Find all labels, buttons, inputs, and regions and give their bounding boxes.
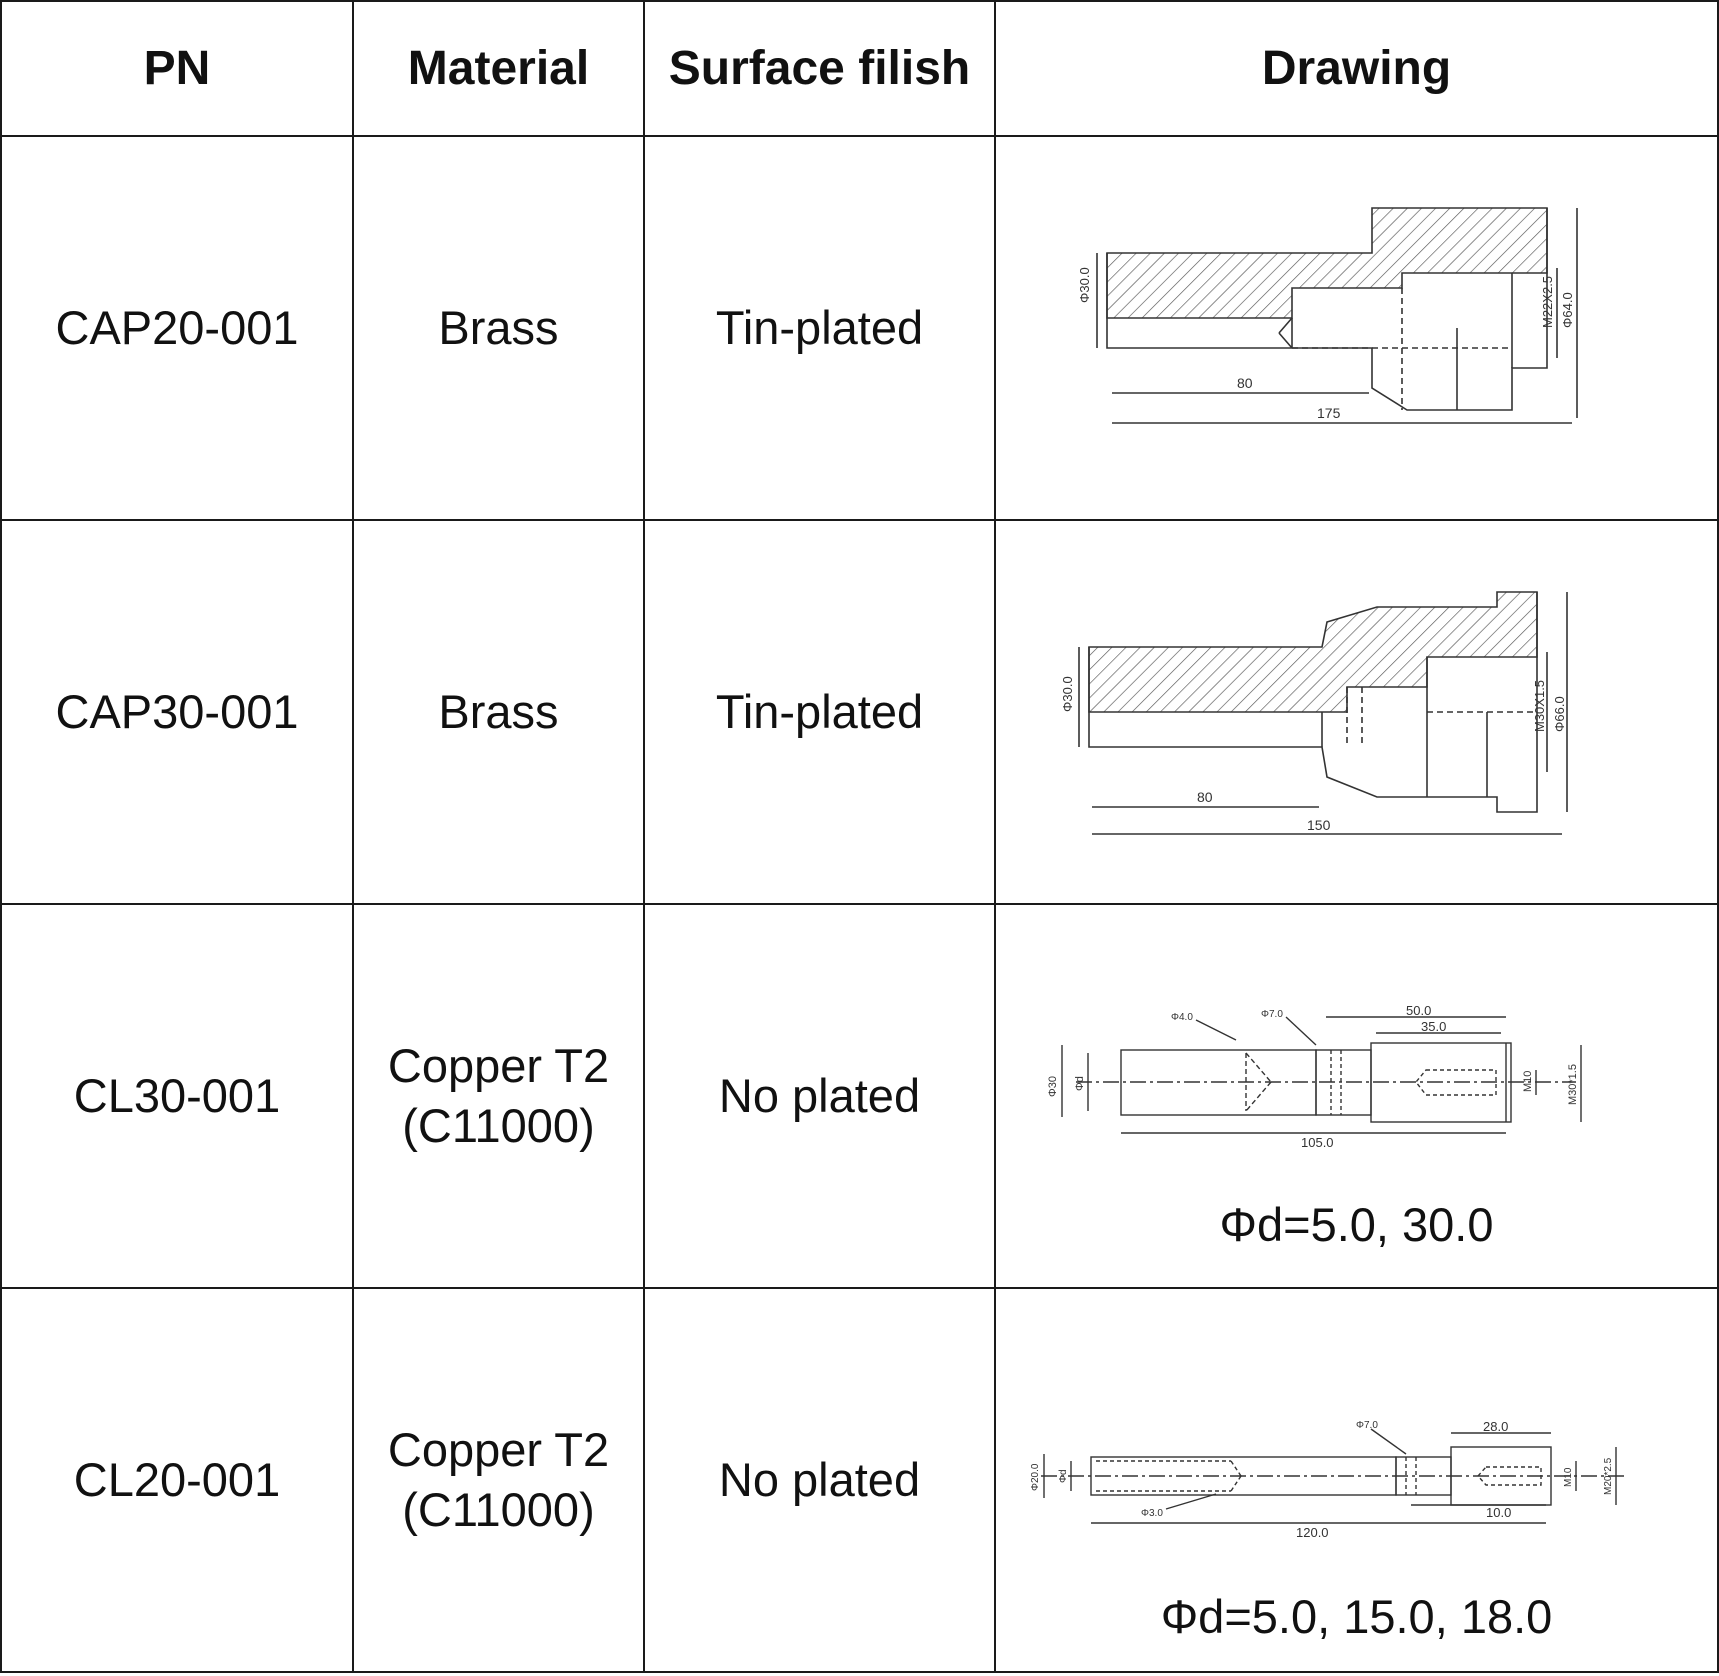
table-row <box>1 520 1718 904</box>
technical-drawing-cl30 <box>1016 1005 1696 1165</box>
drawing-caption: Φd=5.0, 15.0, 18.0 <box>1160 1590 1553 1643</box>
dim-l2: 35.0 <box>1421 1019 1447 1034</box>
dim-m1: M10 <box>1522 1070 1534 1092</box>
dim-length-2: 175 <box>1316 405 1340 421</box>
dim-m2: M20*2.5 <box>1603 1457 1614 1495</box>
cell-drawing <box>995 904 1718 1288</box>
dim-outer: Φ66.0 <box>1551 696 1567 732</box>
technical-drawing-cl20 <box>1016 1419 1696 1559</box>
table-row <box>1 904 1718 1288</box>
material-line-2: (C11000) <box>402 1099 595 1152</box>
cell-material <box>353 904 644 1288</box>
header-material: Material <box>353 1 644 136</box>
dim-d1: Φ4.0 <box>1171 1012 1193 1023</box>
dim-d2: Φ7.0 <box>1261 1009 1283 1020</box>
cell-surface: Tin-plated <box>644 520 995 904</box>
dim-d1: Φ7.0 <box>1356 1420 1378 1431</box>
dim-l3: 120.0 <box>1296 1525 1329 1540</box>
dim-length-1: 80 <box>1196 789 1213 805</box>
technical-drawing-cap20 <box>1017 188 1697 468</box>
cell-pn: CAP30-001 <box>1 520 353 904</box>
table-row <box>1 1288 1718 1672</box>
cell-pn: CL30-001 <box>1 904 353 1288</box>
table-row <box>1 136 1718 520</box>
dim-l1: 50.0 <box>1406 1005 1432 1018</box>
dim-outer: Φ64.0 <box>1559 292 1575 328</box>
cell-material <box>353 1288 644 1672</box>
material-line-2: (C11000) <box>402 1483 595 1536</box>
dim-m2: M30*1.5 <box>1567 1064 1579 1105</box>
dim-d2: Φ3.0 <box>1141 1508 1163 1519</box>
header-pn: PN <box>1 1 353 136</box>
table-header-row <box>1 1 1718 136</box>
dim-m1: M10 <box>1563 1467 1574 1487</box>
material-line-1: Copper T2 <box>387 1039 610 1092</box>
header-surface-finish: Surface filish <box>644 1 995 136</box>
header-drawing: Drawing <box>995 1 1718 136</box>
cell-surface: No plated <box>644 1288 995 1672</box>
cell-pn: CL20-001 <box>1 1288 353 1672</box>
cell-material: Brass <box>353 136 644 520</box>
cell-drawing <box>995 520 1718 904</box>
cell-material: Brass <box>353 520 644 904</box>
material-line-1: Copper T2 <box>387 1423 610 1476</box>
dim-thread: M22X2.5 <box>1539 275 1555 328</box>
technical-drawing-cap30 <box>1017 572 1697 852</box>
drawing-caption: Φd=5.0, 30.0 <box>1219 1198 1494 1251</box>
dim-l1: 28.0 <box>1483 1419 1509 1434</box>
dim-diameter: Φ30.0 <box>1059 676 1075 712</box>
dim-diameter: Φ30 <box>1047 1075 1059 1097</box>
dim-thread: M30X1.5 <box>1531 679 1547 732</box>
dim-diameter: Φ20.0 <box>1030 1463 1041 1491</box>
dim-length-1: 80 <box>1236 375 1253 391</box>
dim-d: Φd <box>1074 1076 1086 1091</box>
cell-drawing <box>995 1288 1718 1672</box>
cell-surface: No plated <box>644 904 995 1288</box>
dim-d: Φd <box>1058 1469 1069 1483</box>
dim-l3: 105.0 <box>1301 1135 1334 1150</box>
dim-l2: 10.0 <box>1486 1505 1512 1520</box>
cell-pn: CAP20-001 <box>1 136 353 520</box>
dim-diameter: Φ30.0 <box>1076 267 1092 303</box>
cell-surface: Tin-plated <box>644 136 995 520</box>
dim-length-2: 150 <box>1306 817 1330 833</box>
cell-drawing <box>995 136 1718 520</box>
